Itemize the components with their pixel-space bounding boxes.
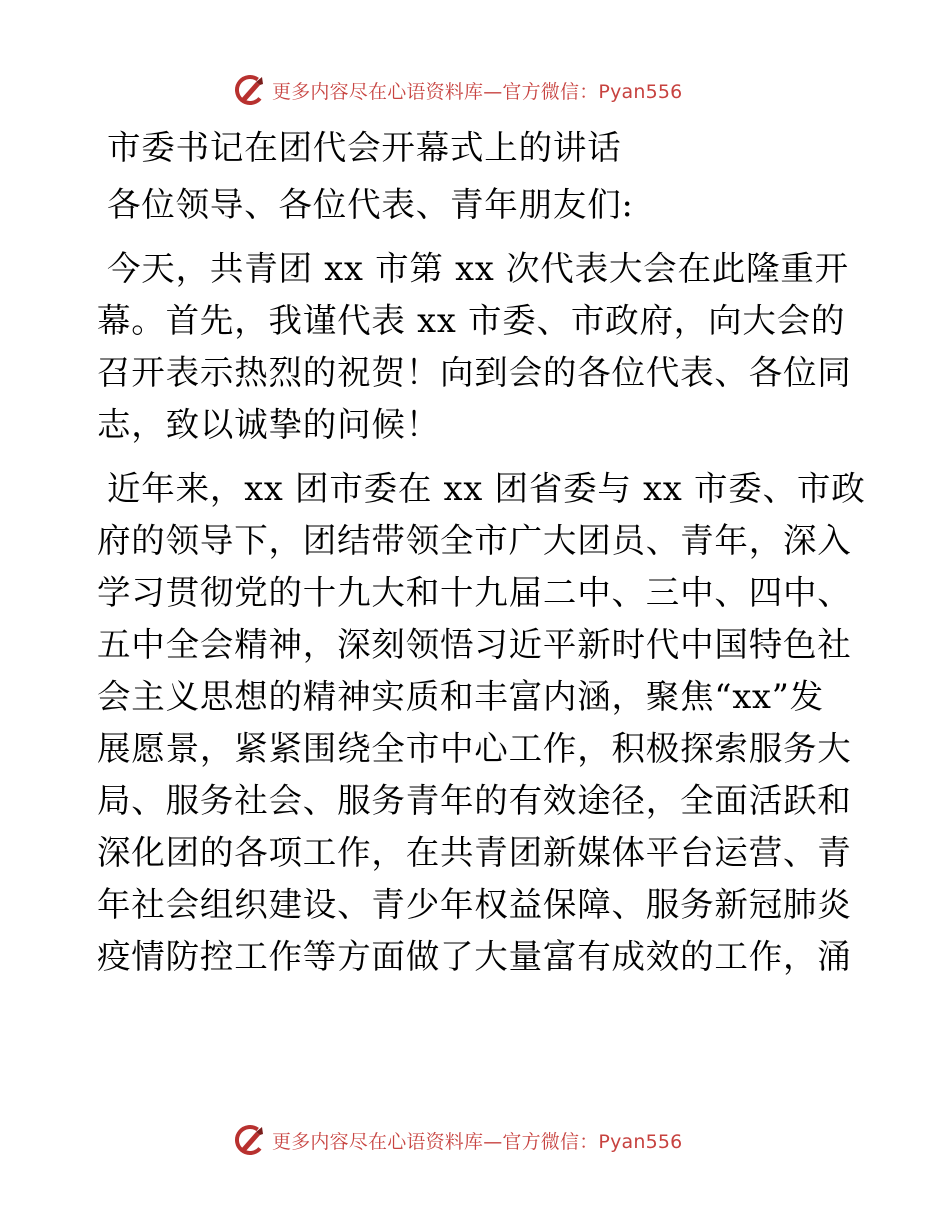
paragraph-line: 志，致以诚挚的问候！ xyxy=(97,405,440,444)
pen-nib-circle-logo-icon xyxy=(232,1122,268,1158)
document-title: 市委书记在团代会开幕式上的讲话 xyxy=(107,128,622,167)
watermark-wechat-label: 官方微信： xyxy=(502,1130,599,1153)
paragraph-2 xyxy=(97,463,866,983)
paragraph-line: 年社会组织建设、青少年权益保障、服务新冠肺炎 xyxy=(97,885,852,924)
paragraph-1 xyxy=(97,243,857,451)
document-body xyxy=(97,122,866,983)
watermark-text xyxy=(272,1127,682,1154)
header-watermark xyxy=(232,72,712,108)
watermark-wechat-id: Pyan556 xyxy=(598,1130,683,1153)
paragraph-line: 疫情防控工作等方面做了大量富有成效的工作，涌 xyxy=(97,937,852,976)
paragraph-line: 幕。首先，我谨代表 xx 市委、市政府，向大会的 xyxy=(97,301,846,340)
paragraph-line: 会主义思想的精神实质和丰富内涵，聚焦“xx”发 xyxy=(97,677,824,716)
watermark-separator: — xyxy=(483,80,503,103)
paragraph-line: 局、服务社会、服务青年的有效途径，全面活跃和 xyxy=(97,781,852,820)
paragraph-line: 召开表示热烈的祝贺！向到会的各位代表、各位同 xyxy=(97,353,852,392)
watermark-site-name: 更多内容尽在心语资料库 xyxy=(272,80,484,103)
pen-nib-circle-logo-icon xyxy=(232,72,268,108)
footer-watermark xyxy=(232,1122,712,1158)
watermark-separator: — xyxy=(483,1130,503,1153)
watermark-wechat-label: 官方微信： xyxy=(502,80,599,103)
paragraph-line: 展愿景，紧紧围绕全市中心工作，积极探索服务大 xyxy=(97,729,852,768)
paragraph-line: 学习贯彻党的十九大和十九届二中、三中、四中、 xyxy=(97,573,852,612)
paragraph-line: 府的领导下，团结带领全市广大团员、青年，深入 xyxy=(97,521,852,560)
salutation: 各位领导、各位代表、青年朋友们: xyxy=(107,185,634,224)
watermark-wechat-id: Pyan556 xyxy=(598,80,683,103)
watermark-site-name: 更多内容尽在心语资料库 xyxy=(272,1130,484,1153)
paragraph-line: 五中全会精神，深刻领悟习近平新时代中国特色社 xyxy=(97,625,852,664)
watermark-text xyxy=(272,77,682,104)
paragraph-line: 近年来，xx 团市委在 xx 团省委与 xx 市委、市政 xyxy=(107,469,866,508)
paragraph-line: 深化团的各项工作，在共青团新媒体平台运营、青 xyxy=(97,833,852,872)
paragraph-line: 今天，共青团 xx 市第 xx 次代表大会在此隆重开 xyxy=(107,249,849,288)
